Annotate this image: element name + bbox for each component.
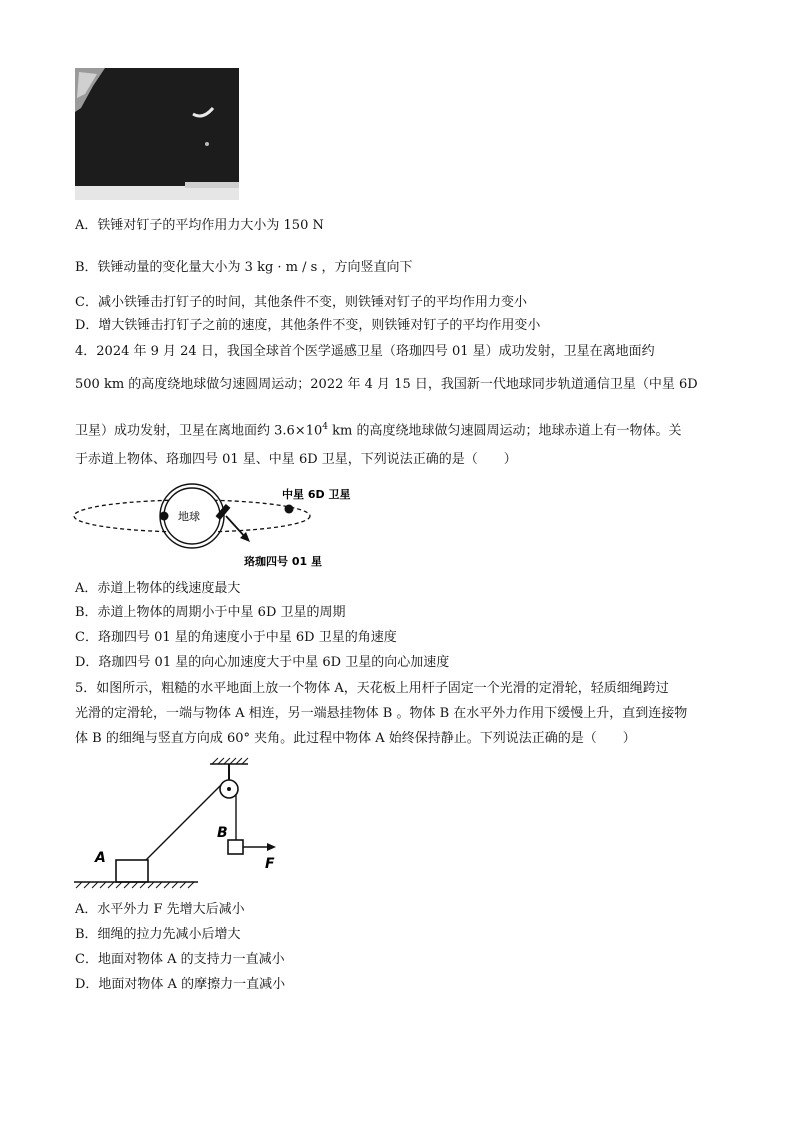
q3-option-d: D．增大铁锤击打钉子之前的速度，其他条件不变，则铁锤对钉子的平均作用变小 <box>75 318 541 333</box>
label-a: A <box>95 850 106 866</box>
rope-to-a <box>146 785 221 860</box>
q5-stem-line-2: 光滑的定滑轮，一端与物体 A 相连，另一端悬挂物体 B 。物体 B 在水平外力作用下缓慢上升，直到连接物 <box>75 706 688 721</box>
label-f: F <box>265 856 275 872</box>
photo-drawing <box>75 68 239 200</box>
q3-option-a: A．铁锤对钉子的平均作用力大小为 150 N <box>75 218 324 233</box>
sat6d-label: 中星 6D 卫星 <box>282 488 351 501</box>
velocity-arrow-line <box>226 516 246 538</box>
q5-option-c: C．地面对物体 A 的支持力一直减小 <box>75 952 285 967</box>
luojia-label: 珞珈四号 01 星 <box>244 555 322 568</box>
block-b <box>228 840 243 854</box>
q4-option-b: B．赤道上物体的周期小于中星 6D 卫星的周期 <box>75 605 346 620</box>
ceiling-hatch <box>212 758 248 764</box>
q4-stem-line-3b: km 的高度绕地球做匀速圆周运动；地球赤道上有一物体。关 <box>327 423 682 439</box>
pulley-axle <box>227 787 231 791</box>
q3-option-b: B．铁锤动量的变化量大小为 3 kg · m / s ，方向竖直向下 <box>75 260 413 275</box>
q4-stem-exponent: 4 <box>322 422 328 432</box>
equator-object-dot <box>160 512 169 521</box>
q5-option-a: A．水平外力 F 先增大后减小 <box>75 902 245 917</box>
orbit-diagram <box>70 478 360 572</box>
q3-option-c: C．减小铁锤击打钉子的时间，其他条件不变，则铁锤对钉子的平均作用力变小 <box>75 295 527 310</box>
hammer-nail-photo <box>75 68 239 200</box>
earth-label: 地球 <box>178 510 200 523</box>
q4-stem-line-2: 500 km 的高度绕地球做匀速圆周运动；2022 年 4 月 15 日，我国新一代地球同步轨道通信卫星（中星 6D <box>75 377 698 392</box>
q4-option-d: D．珞珈四号 01 星的向心加速度大于中星 6D 卫星的向心加速度 <box>75 655 450 670</box>
q4-option-a: A．赤道上物体的线速度最大 <box>75 581 241 596</box>
q4-option-c: C．珞珈四号 01 星的角速度小于中星 6D 卫星的角速度 <box>75 630 397 645</box>
pulley-diagram <box>70 756 290 892</box>
sat6d-dot <box>285 505 294 514</box>
q4-stem-line-3 <box>75 418 681 440</box>
q4-stem-line-4: 于赤道上物体、珞珈四号 01 星、中星 6D 卫星，下列说法正确的是（ ） <box>75 452 517 467</box>
q4-stem-line-1: 4．2024 年 9 月 24 日，我国全球首个医学遥感卫星（珞珈四号 01 星）成功发射，卫星在离地面约 <box>75 344 655 359</box>
q5-stem-line-1: 5．如图所示，粗糙的水平地面上放一个物体 A，天花板上用杆子固定一个光滑的定滑轮，轻质细绳跨过 <box>75 681 669 696</box>
q5-option-b: B．细绳的拉力先减小后增大 <box>75 927 241 942</box>
block-a <box>116 860 148 882</box>
label-b: B <box>217 825 228 841</box>
q5-stem-line-3: 体 B 的细绳与竖直方向成 60° 夹角。此过程中物体 A 始终保持静止。下列说法正确的是（ ） <box>75 731 636 746</box>
q5-option-d: D．地面对物体 A 的摩擦力一直减小 <box>75 977 286 992</box>
ground-hatch <box>76 882 194 888</box>
q4-stem-line-3a: 卫星）成功发射，卫星在离地面约 3.6×10 <box>75 423 323 439</box>
force-f-arrowhead <box>267 843 276 851</box>
